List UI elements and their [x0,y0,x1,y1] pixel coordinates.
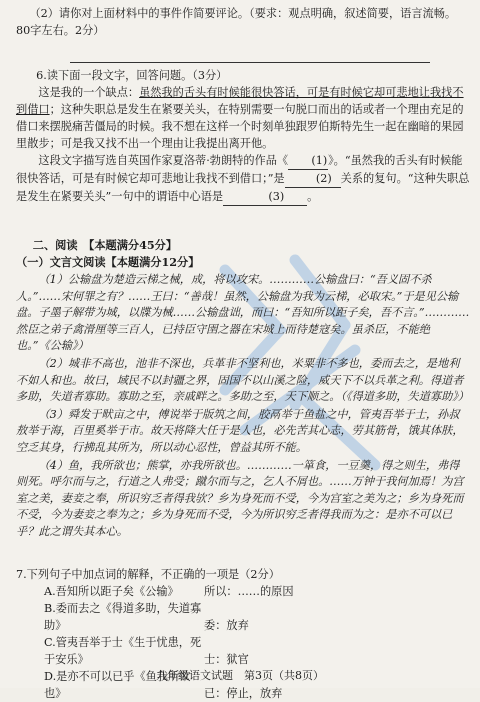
q6-item [16,67,470,206]
blank-2[interactable]: (2) [285,170,341,188]
classical-texts [16,272,470,541]
blank-1[interactable]: (1) [288,152,328,170]
q6-heading: 6.读下面一段文字，回答问题。（3分） [36,69,228,82]
text-2: （2）城非不高也，池非不深也，兵革非不坚利也，米粟非不多也，委而去之，是地利不如人和也。故曰，域民不以封疆之界，固国不以山溪之险，威天下不以兵革之利。得道者多助，失道者寡助。寡助之至，亲戚畔之。多助之至，天下顺之。（《得道多助，失道寡助》） [16,356,470,404]
text-3: （3）舜发于畎亩之中，傅说举于版筑之间，胶鬲举于鱼盐之中，管夷吾举于士，孙叔敖举于海，百里奚举于市。故天将降大任于是人也，必先苦其心志，劳其筋骨，饿其体肤，空乏其身，行拂乱其所为，所以动心忍性，曾益其所不能。 [16,407,464,454]
underlined-sentence: 虽然我的舌头有时候能很快答话，可是有时候它却可悲地让我找不到借口 [16,86,464,116]
blank-3[interactable]: (3) [223,188,307,206]
q7-stem: 7.下列句子中加点词的解释，不正确的一项是（2分） [16,568,280,581]
option-c[interactable]: C.管夷吾举于士《生于忧患，死于安乐》 士：狱官 [44,636,249,666]
text-4: （4）鱼，我所欲也；熊掌，亦我所欲也。…………一箪食，一豆羹，得之则生，弗得则死。呼尔而与之，行道之人弗受；蹴尔而与之，乞人不屑也。……万钟于我何加焉！为宫室之美，妻妾之奉，所识穷乏者得我欤？乡为身死而不受，今为宫室之美为之；乡为身死而不受，今为妻妾之奉为之；乡为身死而不受，今为所识穷乏者得我而为之：是亦不可以已乎？此之谓失其本心。 [16,458,464,538]
option-b[interactable]: B.委而去之《得道多助，失道寡助》 委：放弃 [44,602,249,632]
page-footer: 九年级语文试题 第3页（共8页） [156,669,324,682]
q6-question: 这段文字描写选自英国作家夏洛蒂·勃朗特的作品《 (1)》。“虽然我的舌头有时候能很快答话，可是有时候它却可悲地让我找不到借口；”是 (2) 关系的复句。“这种失职总是发生在紧要关头”一句中的谓语中心语是 (3) 。 [16,152,470,206]
q6-passage: 这是我的一个缺点：虽然我的舌头有时候能很快答话，可是有时候它却可悲地让我找不到借口；这种失职总是发生在紧要关头，在特别需要一句脱口而出的话或者一个理由充足的借口来摆脱痛苦僵局的时候。我不想在这样一个时刻单独跟罗伯斯特先生一起在幽暗的果园里散步；可是我又找不出一个理由让我提出离开他。 [16,86,464,150]
text-1: （1）公输盘为楚造云梯之械，成，将以攻宋。…………公输盘曰：“吾义固不杀人。”……宋何罪之有？……王曰：“善哉！虽然，公输盘为我为云梯，必取宋。”于是见公输盘。子墨子解带为城，以牒为械……公输盘诎，而曰：“吾知所以距子矣，吾不言。”…………然臣之弟子禽滑厘等三百人，已持臣守圉之器在宋城上而待楚寇矣。虽杀臣，不能绝也。”《公输》） [16,273,470,353]
q5-line2: 80字左右。2分） [16,24,105,37]
section-two-title: 二、阅读 【本题满分45分】 [32,238,178,252]
q5-item [16,5,470,39]
section-two [16,237,470,271]
option-d[interactable]: D.是亦不可以已乎《鱼我所欲也》 已：停止，放弃 [44,670,283,700]
answer-line[interactable] [70,62,430,63]
classical-reading-title: （一）文言文阅读【本题满分12分】 [16,255,200,269]
q5-line1: （2）请你对上面材料中的事件作简要评论。（要求：观点明确，叙述简要，语言流畅。 [29,7,457,20]
option-a[interactable]: A.吾知所以距子矣《公输》 所以：……的原因 [44,585,294,598]
